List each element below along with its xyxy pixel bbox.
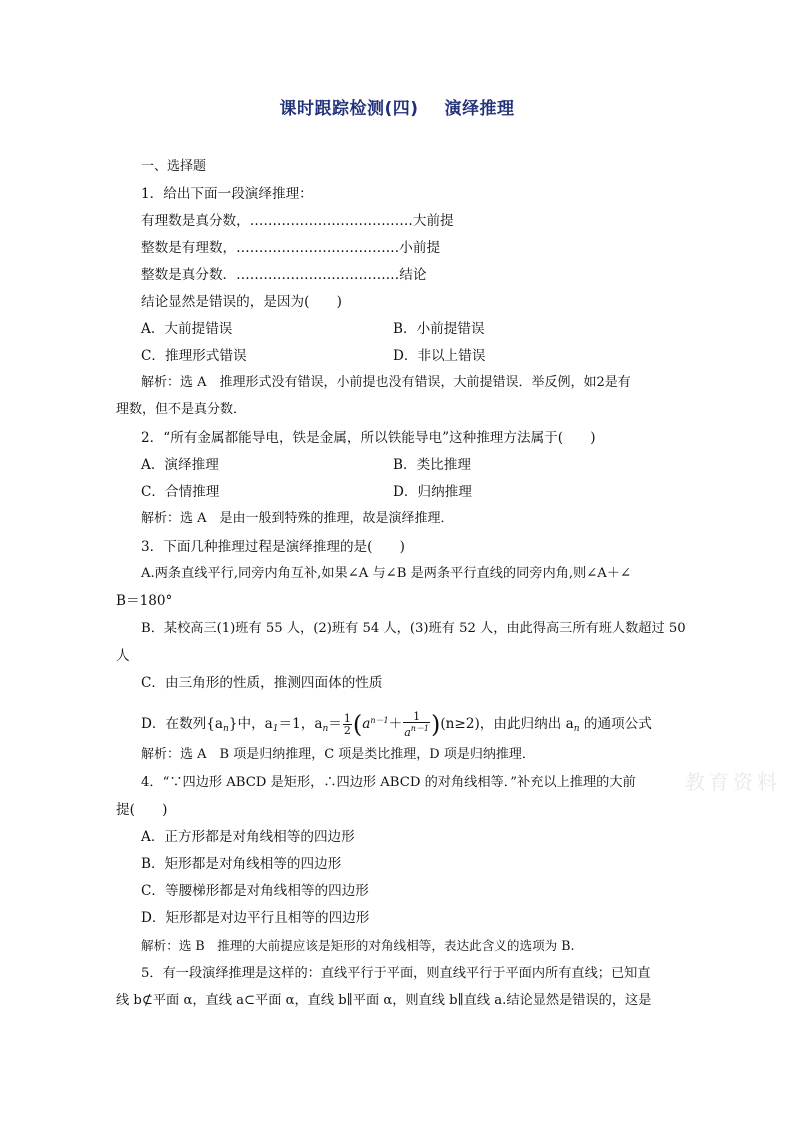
q2-answer: 解析：选 A 是由一般到特殊的推理，故是演绎推理． — [141, 511, 454, 526]
q2-option-c: C．合情推理 — [141, 484, 220, 500]
q4-answer: 解析：选 B 推理的大前提应该是矩形的对角线相等，表达此含义的选项为 B. — [141, 938, 575, 953]
q3-option-c: C．由三角形的性质，推测四面体的性质 — [141, 675, 383, 691]
q3-d-pre: D．在数列{a — [141, 716, 224, 732]
q1-line-conclusion: 整数是真分数．………………………………结论 — [141, 267, 427, 283]
q3-option-a-line2: B＝180° — [116, 593, 173, 609]
q4-option-c: C．等腰梯形都是对角线相等的四边形 — [141, 883, 369, 899]
q4-option-b: B．矩形都是对角线相等的四边形 — [141, 856, 342, 872]
q2-option-d: D．归纳推理 — [393, 484, 472, 500]
q3-d-exp: n－1 — [370, 716, 389, 725]
q3-d-eq: ＝1，a — [278, 716, 323, 732]
watermark: 教育资料 — [685, 770, 781, 794]
q1-question: 结论显然是错误的，是因为( ) — [141, 294, 342, 310]
q2-option-a: A．演绎推理 — [141, 457, 219, 473]
q1-line-minor-premise: 整数是有理数，………………………………小前提 — [141, 240, 441, 256]
q1-answer-line1: 解析：选 A 推理形式没有错误，小前提也没有错误，大前提错误．举反例，如2是有 — [141, 375, 631, 390]
q5-stem-line2: 线 b⊄平面 α，直线 a⊂平面 α，直线 b∥平面 α，则直线 b∥直线 a.结论显然是错误的，这是 — [116, 993, 652, 1008]
q5-stem-line1: 5．有一段演绎推理是这样的：直线平行于平面，则直线平行于平面内所有直线；已知直 — [141, 966, 651, 981]
q1-answer-line2: 理数，但不是真分数． — [116, 402, 247, 417]
q4-stem-line2: 提( ) — [116, 802, 168, 818]
q3-d-plus: ＋ — [388, 716, 403, 732]
q1-option-d: D．非以上错误 — [393, 348, 486, 364]
q3-answer: 解析：选 A B 项是归纳推理，C 项是类比推理，D 项是归纳推理． — [141, 747, 535, 762]
title-sub: 演绎推理 — [444, 99, 515, 119]
q3-d-mid: }中，a — [228, 716, 273, 732]
q2-option-b: B．类比推理 — [393, 457, 471, 473]
q4-option-a: A．正方形都是对角线相等的四边形 — [141, 829, 355, 845]
section-heading: 一、选择题 — [141, 159, 207, 174]
q3-d-half: $\frac{1}{2}$ — [343, 712, 351, 737]
q3-option-b-line2: 人 — [116, 648, 130, 664]
page-title — [0, 94, 794, 119]
q3-d-cond: (n≥2)，由此归纳出 a — [440, 716, 574, 732]
q1-line-major-premise: 有理数是真分数，………………………………大前提 — [141, 213, 454, 229]
q4-option-d: D．矩形都是对边平行且相等的四边形 — [141, 910, 370, 926]
q3-d-a: a — [362, 716, 371, 732]
q1-option-a: A．大前提错误 — [141, 321, 233, 337]
q1-option-b: B．小前提错误 — [393, 321, 485, 337]
q3-d-recip: $\frac{1}{a^{n-1}}$ — [404, 710, 429, 739]
q3-option-a-line1: A.两条直线平行,同旁内角互补,如果∠A 与∠B 是两条平行直线的同旁内角,则∠A＋∠ — [141, 566, 632, 581]
q3-option-d: D．在数列$\{a_n\}$中，$a_1=1$，$a_n=$ $\frac{1}{2}$ ($a^{n-1}+$ $\frac{1}{a^{n-1}}$ )(n≥2)，由此归纳出 $a_n$ 的通项公式 — [141, 710, 652, 739]
q1-stem: 1．给出下面一段演绎推理： — [141, 186, 313, 202]
q3-stem: 3．下面几种推理过程是演绎推理的是( ) — [141, 539, 405, 555]
q3-option-b-line1: B．某校高三(1)班有 55 人，(2)班有 54 人，(3)班有 52 人，由此得高三所有班人数超过 50 — [141, 621, 686, 636]
q1-option-c: C．推理形式错误 — [141, 348, 247, 364]
q4-stem-line1: 4．“∵四边形 ABCD 是矩形，∴四边形 ABCD 的对角线相等．”补充以上推理的大前 — [141, 775, 636, 790]
q2-stem: 2．“所有金属都能导电，铁是金属，所以铁能导电”这种推理方法属于( ) — [141, 430, 596, 446]
title-main: 课时跟踪检测(四) — [279, 99, 419, 119]
q3-d-eq2: ＝ — [328, 716, 342, 732]
q3-d-end: 的通项公式 — [579, 716, 652, 732]
